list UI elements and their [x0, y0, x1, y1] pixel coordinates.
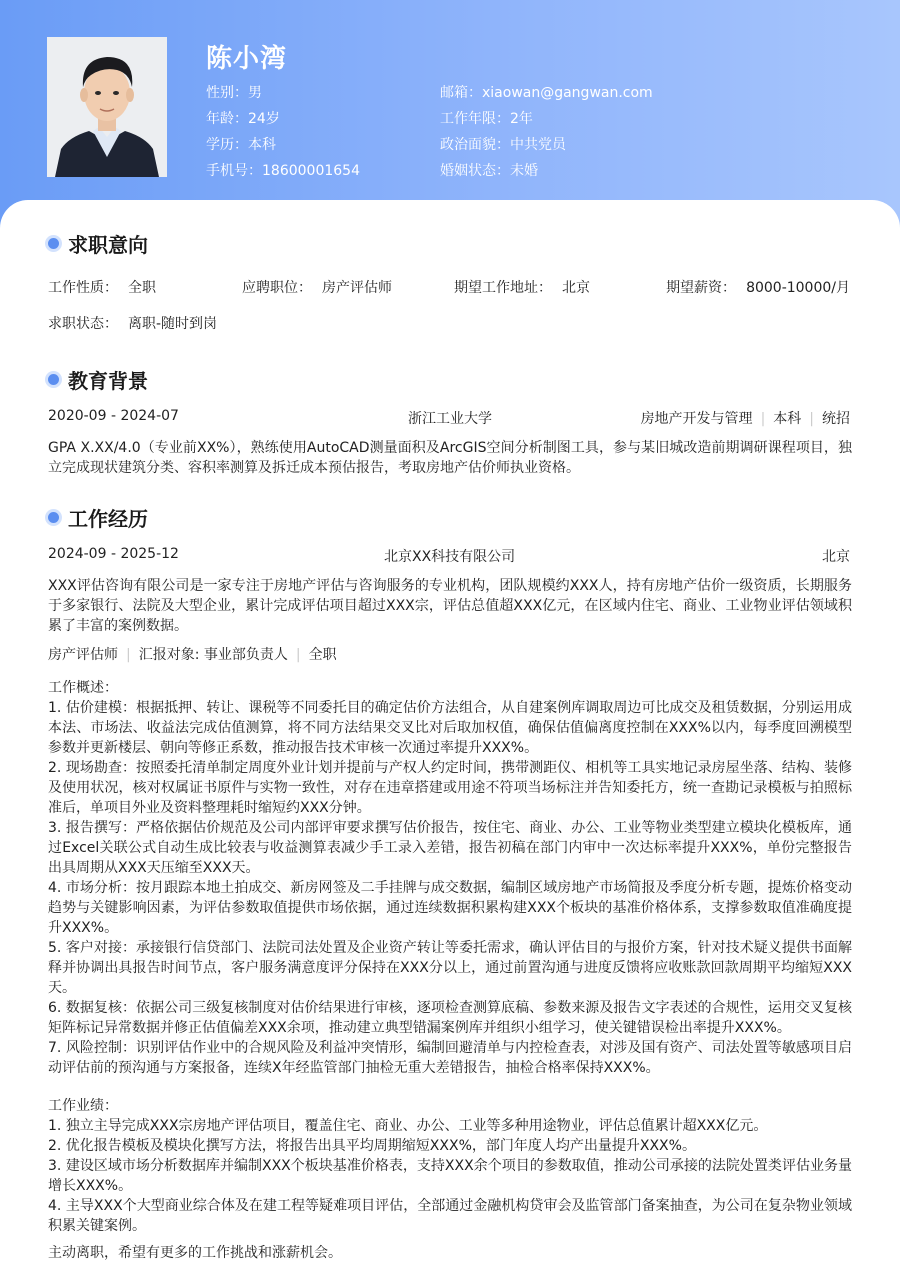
achievement-item: 2. 优化报告模板及模块化撰写方法，将报告出具平均周期缩短XXX%，部门年度人均产出量提升XXX%。 — [48, 1138, 696, 1154]
overview-item: 3. 报告撰写：严格依据估价规范及公司内部评审要求撰写估价报告，按住宅、商业、办公、工业等物业类型建立模块化模板库，通过Excel关联公式自动生成比较表与收益测算表减少手工录入差错，报告初稿在部门内审中一次达标率提升XXX%，单份完整报告出具周期从XXX天压缩至XXX天。 — [48, 820, 852, 876]
info-left-column — [206, 80, 360, 184]
school-name: 浙江工业大学 — [408, 411, 492, 427]
gender-info: 性别：男 — [206, 85, 262, 101]
desired-position: 应聘职位： 房产评估师 — [242, 280, 392, 296]
bullet-dot-icon — [48, 374, 59, 385]
section-education — [48, 365, 148, 393]
report-to: 汇报对象: 事业部负责人 — [138, 647, 288, 663]
phone-info: 手机号：18600001654 — [206, 163, 360, 179]
overview-item: 2. 现场勘查：按照委托清单制定周度外业计划并提前与产权人约定时间，携带测距仪、相机等工具实地记录房屋坐落、结构、装修及使用状况，核对权属证书原件与实物一致性，对存在违章搭建或用途不符项当场标注并告知委托方，统一查勘记录模板与拍照标准后，单项目外业及资料整理耗时缩短约XXX分钟。 — [48, 760, 852, 816]
avatar-image — [47, 37, 167, 177]
overview-item: 1. 估价建模：根据抵押、转让、课税等不同委托目的确定估价方法组合，从自建案例库调取周边可比成交及租赁数据，分别运用成本法、市场法、收益法完成估值测算，将不同方法结果交叉比对后取加权值，确保估值偏离度控制在XXX%以内，每季度回溯模型参数并更新楼层、朝向等修正系数，推动报告技术审核一次通过率提升XXX%。 — [48, 700, 852, 756]
age-info: 年龄：24岁 — [206, 111, 280, 127]
employment-type: 全职 — [308, 647, 337, 663]
enrollment-type: 统招 — [822, 411, 850, 427]
work-period: 2024-09 - 2025-12 — [48, 546, 179, 562]
work-city: 北京 — [822, 549, 850, 565]
email-info: 邮箱：xiaowan@gangwan.com — [440, 85, 653, 101]
overview-label: 工作概述： — [48, 680, 118, 696]
marital-status-info: 婚姻状态：未婚 — [440, 163, 538, 179]
section-title-text: 教育背景 — [68, 368, 148, 393]
overview-item: 6. 数据复核：依据公司三级复核制度对估价结果进行审核，逐项检查测算底稿、参数来源及报告文字表述的合规性，运用交叉复核矩阵标记异常数据并修正估值偏差XXX余项，推动建立典型错漏案例库并组织小组学习，使关键错误检出率提升XXX%。 — [48, 1000, 852, 1036]
education-period: 2020-09 - 2024-07 — [48, 408, 179, 424]
section-work-experience — [48, 503, 148, 531]
achievement-item: 1. 独立主导完成XXX宗房地产评估项目，覆盖住宅、商业、办公、工业等多种用途物业，评估总值累计超XXX亿元。 — [48, 1118, 768, 1134]
political-status-info: 政治面貌：中共党员 — [440, 137, 566, 153]
overview-item: 7. 风险控制：识别评估作业中的合规风险及利益冲突情形，编制回避清单与内控检查表，对涉及国有资产、司法处置等敏感项目启动评估前的预沟通与方案报备，连续X年经监管部门抽检无重大差错报告，抽检合格率保持XXX%。 — [48, 1040, 852, 1076]
company-name: 北京XX科技有限公司 — [384, 549, 516, 565]
overview-item: 4. 市场分析：按月跟踪本地土拍成交、新房网签及二手挂牌与成交数据，编制区域房地产市场简报及季度分析专题，提炼价格变动趋势与关键影响因素，为评估参数取值提供市场依据，通过连续数据积累构建XXX个板块的基准价格体系，支撑参数取值准确度提升XXX%。 — [48, 880, 852, 936]
desired-location: 期望工作地址： 北京 — [454, 280, 590, 296]
desired-salary: 期望薪资： 8000-10000/月 — [666, 280, 850, 296]
work-years-info: 工作年限：2年 — [440, 111, 533, 127]
job-role: 房产评估师 — [48, 647, 118, 663]
profile-photo — [47, 37, 167, 177]
leave-reason: 主动离职，希望有更多的工作挑战和涨薪机会。 — [48, 1245, 342, 1261]
job-search-status: 求职状态： 离职-随时到岗 — [48, 316, 218, 332]
overview-item: 5. 客户对接：承接银行信贷部门、法院司法处置及企业资产转让等委托需求，确认评估目的与报价方案，针对技术疑义提供书面解释并协调出具报告时间节点，客户服务满意度评分保持在XXX分以上，通过前置沟通与进度反馈将应收账款回款周期平均缩短XXX天。 — [48, 940, 852, 996]
degree: 本科 — [773, 411, 802, 427]
candidate-name: 陈小湾 — [206, 44, 288, 74]
work-overview — [48, 678, 852, 1078]
achievements-label: 工作业绩： — [48, 1098, 118, 1114]
section-title-text: 工作经历 — [68, 506, 148, 531]
section-job-intent — [48, 229, 148, 257]
info-right-column — [440, 80, 653, 184]
company-description: XXX评估咨询有限公司是一家专注于房地产评估与咨询服务的专业机构，团队规模约XXX人，持有房地产估价一级资质，长期服务于多家银行、法院及大型企业，累计完成评估项目超过XXX宗，评估总值超XXX亿元，在区域内住宅、商业、工业物业评估领域积累了丰富的案例数据。 — [48, 578, 852, 634]
bullet-dot-icon — [48, 512, 59, 523]
job-type: 工作性质： 全职 — [48, 280, 156, 296]
education-description: GPA X.XX/4.0（专业前XX%），熟练使用AutoCAD测量面积及ArcGIS空间分析制图工具，参与某旧城改造前期调研课程项目，独立完成现状建筑分类、容积率测算及拆迁成本预估报告，考取房地产估价师执业资格。 — [48, 440, 852, 476]
education-tags: 房地产开发与管理 | 本科 | 统招 — [640, 411, 850, 427]
work-role-tags: 房产评估师 | 汇报对象: 事业部负责人 | 全职 — [48, 647, 337, 663]
achievement-item: 3. 建设区域市场分析数据库并编制XXX个板块基准价格表，支持XXX余个项目的参数取值，推动公司承接的法院处置类评估业务量增长XXX%。 — [48, 1158, 852, 1194]
education-info: 学历：本科 — [206, 137, 276, 153]
achievement-item: 4. 主导XXX个大型商业综合体及在建工程等疑难项目评估，全部通过金融机构贷审会及监管部门备案抽查，为公司在复杂物业领域积累关键案例。 — [48, 1198, 852, 1234]
bullet-dot-icon — [48, 238, 59, 249]
work-achievements — [48, 1096, 852, 1236]
major: 房地产开发与管理 — [640, 411, 753, 427]
section-title-text: 求职意向 — [68, 232, 148, 257]
